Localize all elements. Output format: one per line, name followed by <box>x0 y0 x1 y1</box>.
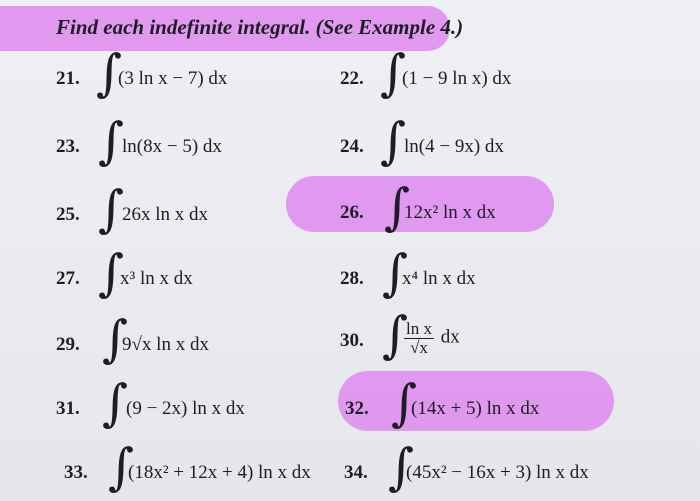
integrand: 12x² ln x dx <box>404 202 496 223</box>
integral-sign-icon: ∫ <box>384 178 411 236</box>
integral-sign-icon: ∫ <box>380 44 407 102</box>
integral-sign-icon: ∫ <box>388 438 415 496</box>
problem-number: 28. <box>340 268 364 289</box>
integral-sign-icon: ∫ <box>108 438 135 496</box>
integral-sign-icon: ∫ <box>382 306 409 364</box>
integrand: (3 ln x − 7) dx <box>118 68 228 89</box>
problem-number: 31. <box>56 398 80 419</box>
integral-sign-icon: ∫ <box>382 244 409 302</box>
integral-sign-icon: ∫ <box>380 112 407 170</box>
integrand: x⁴ ln x dx <box>402 268 476 289</box>
fraction-numerator: ln x <box>406 319 432 338</box>
integrand: ln(8x − 5) dx <box>122 136 222 157</box>
problem-number: 26. <box>340 202 364 223</box>
integral-sign-icon: ∫ <box>391 374 418 432</box>
problem-number: 21. <box>56 68 80 89</box>
problem-number: 33. <box>64 462 88 483</box>
integrand: (45x² − 16x + 3) ln x dx <box>406 462 589 483</box>
problem-number: 30. <box>340 330 364 351</box>
exercise-heading: Find each indefinite integral. (See Example 4.) <box>56 15 464 39</box>
integral-sign-icon: ∫ <box>102 374 129 432</box>
integral-sign-icon: ∫ <box>98 112 125 170</box>
integrand <box>402 320 460 357</box>
problem-number: 23. <box>56 136 80 157</box>
integrand: (18x² + 12x + 4) ln x dx <box>128 462 311 483</box>
integrand: (1 − 9 ln x) dx <box>402 68 512 89</box>
integral-sign-icon: ∫ <box>102 310 129 368</box>
integrand: (14x + 5) ln x dx <box>411 398 540 419</box>
fraction <box>404 320 434 357</box>
integrand: x³ ln x dx <box>120 268 193 289</box>
integral-sign-icon: ∫ <box>98 244 125 302</box>
problem-number: 24. <box>340 136 364 157</box>
integral-sign-icon: ∫ <box>98 180 125 238</box>
integrand: ln(4 − 9x) dx <box>404 136 504 157</box>
problem-number: 34. <box>344 462 368 483</box>
problem-number: 27. <box>56 268 80 289</box>
problem-number: 29. <box>56 334 80 355</box>
integrand: (9 − 2x) ln x dx <box>126 398 245 419</box>
integral-sign-icon: ∫ <box>96 44 123 102</box>
problem-number: 22. <box>340 68 364 89</box>
fraction-denominator: √x <box>410 337 428 357</box>
problem-number: 32. <box>345 398 369 419</box>
differential: dx <box>440 326 460 348</box>
integrand: 9√x ln x dx <box>122 334 209 355</box>
integrand: 26x ln x dx <box>122 204 209 225</box>
problem-number: 25. <box>56 204 80 225</box>
